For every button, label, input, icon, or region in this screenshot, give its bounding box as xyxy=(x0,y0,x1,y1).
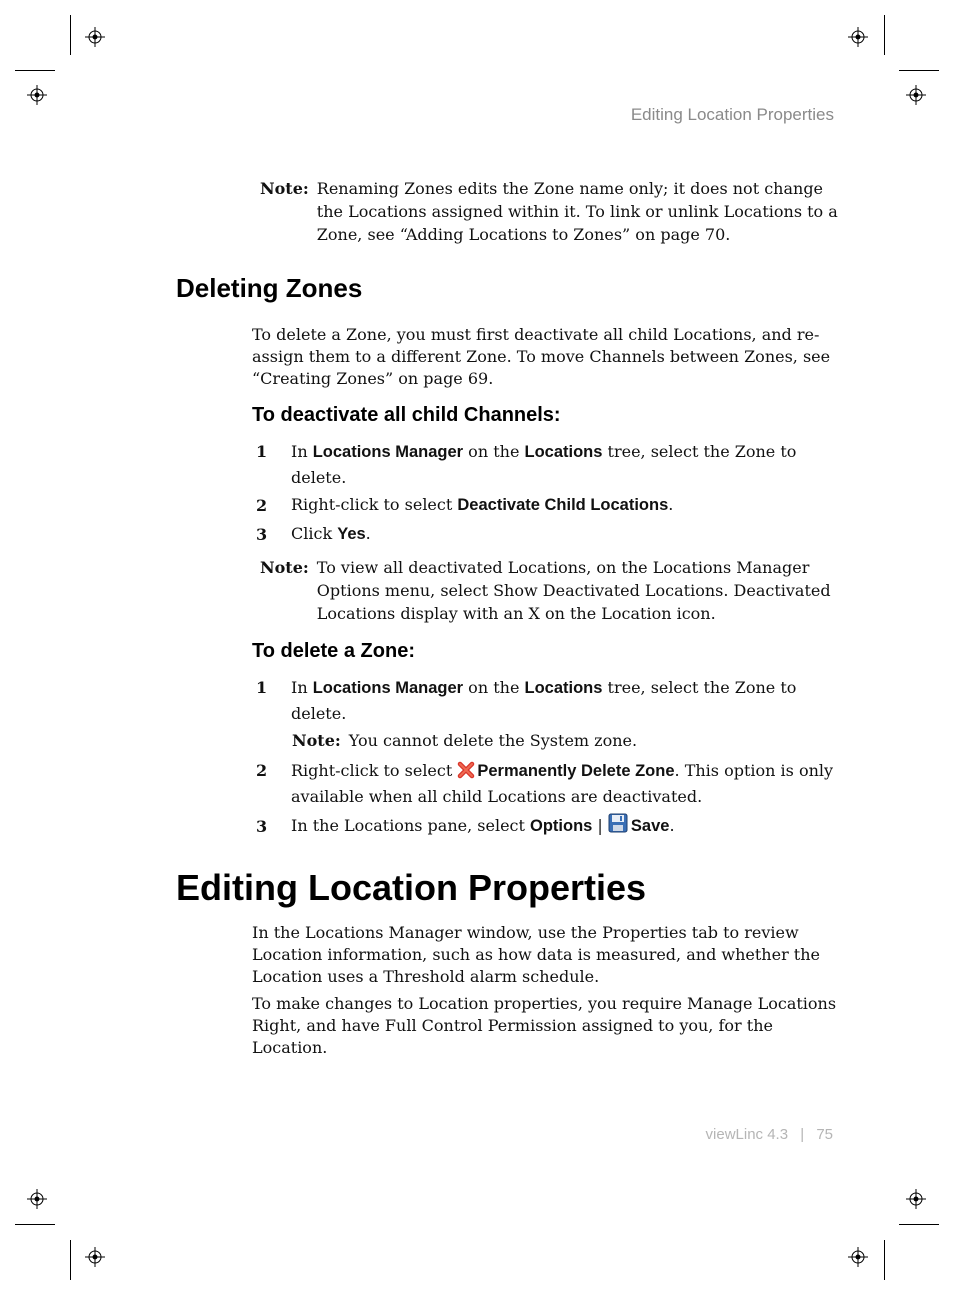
note-text: You cannot delete the System zone. xyxy=(348,731,638,750)
ui-term: Locations xyxy=(524,443,603,461)
ui-term: Save xyxy=(630,817,670,835)
footer-product: viewLinc 4.3 xyxy=(705,1126,789,1143)
note-text: To view all deactivated Locations, on the Locations Manager Options menu, select Show Deactivated Locations. Deactivated Locations display with an X on the Location icon. xyxy=(316,558,831,623)
step-number: 3 xyxy=(256,817,268,836)
section-heading-editing-location-properties: Editing Location Properties xyxy=(176,867,647,908)
crosshair-icon xyxy=(906,1189,926,1209)
step-number: 2 xyxy=(256,496,268,515)
crosshair-icon xyxy=(85,1247,105,1267)
step-text: Click Yes. xyxy=(291,524,371,543)
ui-term: Locations Manager xyxy=(312,679,464,697)
ui-term: Deactivate Child Locations xyxy=(457,496,669,514)
page-number: 75 xyxy=(816,1126,833,1143)
step-text: Right-click to select Permanently Delete Zone. This option is only available when all child Locations are deactivated. xyxy=(291,761,834,806)
page-footer xyxy=(706,1126,833,1143)
procedure-heading-delete-zone: To delete a Zone: xyxy=(252,640,415,662)
crop-mark xyxy=(15,70,55,71)
crosshair-icon xyxy=(85,27,105,47)
step-number: 1 xyxy=(256,442,268,461)
note-text: Renaming Zones edits the Zone name only; it does not change the Locations assigned within it. To link or unlink Locations to a Zone, see “Adding Locations to Zones” on page 70. xyxy=(316,179,838,244)
ui-term: Options xyxy=(530,817,593,835)
paragraph: In the Locations Manager window, use the Properties tab to review Location information, such as how data is measured, and whether the Location uses a Threshold alarm schedule. xyxy=(252,923,820,986)
ui-term: Locations xyxy=(524,679,603,697)
procedure-heading-deactivate: To deactivate all child Channels: xyxy=(252,404,561,426)
note xyxy=(260,556,840,625)
delete-x-icon xyxy=(457,761,475,779)
crop-mark xyxy=(899,70,939,71)
crop-mark xyxy=(70,1240,71,1280)
note-label: Note: xyxy=(260,558,309,577)
running-header: Editing Location Properties xyxy=(630,105,834,124)
ui-term: Permanently Delete Zone xyxy=(477,762,675,780)
step-number: 1 xyxy=(256,678,268,697)
step-number: 3 xyxy=(256,525,268,544)
footer-separator: | xyxy=(800,1126,805,1143)
save-floppy-icon xyxy=(608,813,628,833)
step-number: 2 xyxy=(256,761,268,780)
step-text: In Locations Manager on the Locations tree, select the Zone to delete. xyxy=(291,442,797,487)
note-label: Note: xyxy=(292,731,341,750)
crop-mark xyxy=(70,15,71,55)
crop-mark xyxy=(884,1240,885,1280)
section-heading-deleting-zones: Deleting Zones xyxy=(176,273,363,303)
section-intro: To delete a Zone, you must first deactivate all child Locations, and re-assign them to a different Zone. To move Channels between Zones, see “Creating Zones” on page 69. xyxy=(252,325,831,388)
note xyxy=(292,729,832,752)
step-text: Right-click to select Deactivate Child Locations. xyxy=(291,495,674,514)
step-text: In Locations Manager on the Locations tree, select the Zone to delete. xyxy=(291,678,797,723)
crosshair-icon xyxy=(906,85,926,105)
note xyxy=(260,177,840,246)
crosshair-icon xyxy=(848,27,868,47)
paragraph: To make changes to Location properties, you require Manage Locations Right, and have Full Control Permission assigned to you, for the Location. xyxy=(252,994,837,1057)
crop-mark xyxy=(884,15,885,55)
crop-mark xyxy=(899,1224,939,1225)
ui-term: Yes xyxy=(337,525,366,543)
ui-term: Locations Manager xyxy=(312,443,464,461)
crosshair-icon xyxy=(27,85,47,105)
crosshair-icon xyxy=(27,1189,47,1209)
note-label: Note: xyxy=(260,179,309,198)
crosshair-icon xyxy=(848,1247,868,1267)
step-text: In the Locations pane, select Options | Save. xyxy=(291,813,839,838)
crop-mark xyxy=(15,1224,55,1225)
